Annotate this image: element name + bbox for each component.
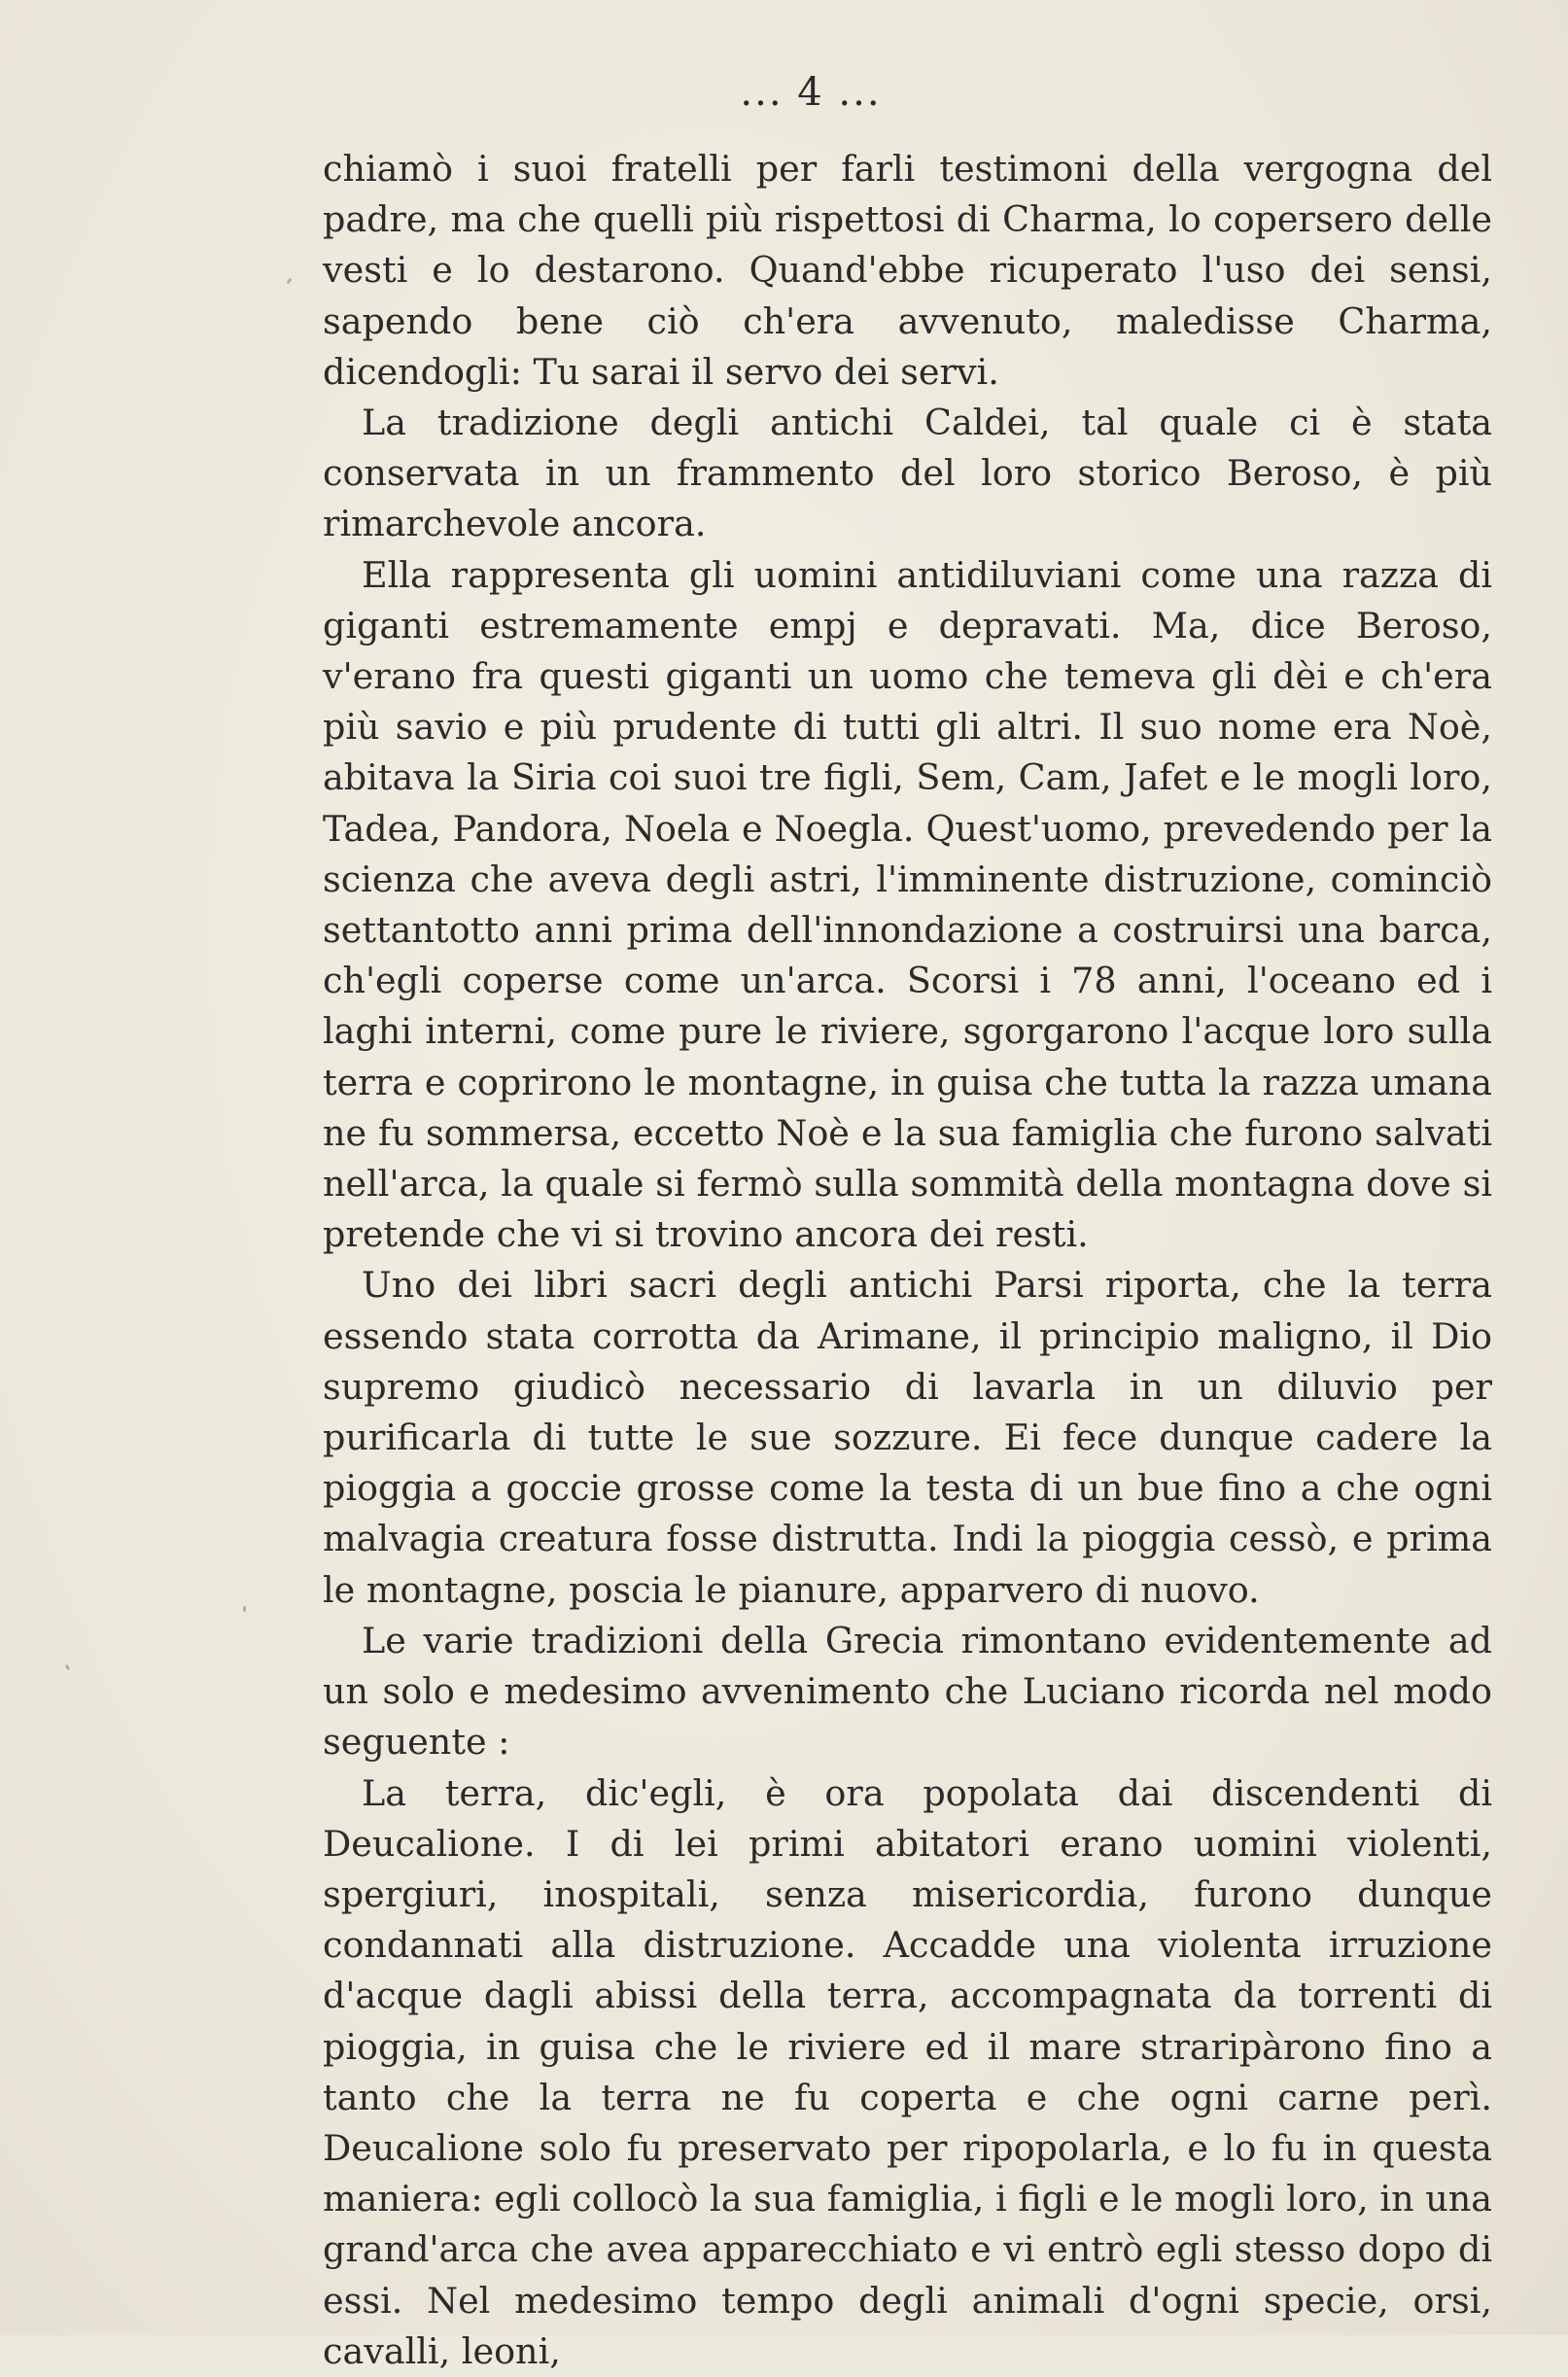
paragraph-6: La terra, dic'egli, è ora popolata dai discendenti di Deucalione. I di lei primi abitatori erano uomini violenti, spergiuri, inospitali, senza misericordia, furono dunque condannati alla distruzione. Accadde una violenta irruzione d'acque dagli abissi della terra, accompagnata da torrenti di pioggia, in guisa che le riviere ed il mare straripàrono fino a tanto che la terra ne fu coperta e che ogni carne perì. Deucalione solo fu preservato per ripopolarla, e lo fu in questa maniera: egli collocò la sua famiglia, i figli e le mogli loro, in una grand'arca che avea apparecchiato e vi entrò egli stesso dopo di essi. Nel medesimo tempo degli animali d'ogni specie, orsi, cavalli, leoni, (323, 1771, 1492, 2372)
paragraph-1: chiamò i suoi fratelli per farli testimoni della vergogna del padre, ma che quelli più rispettosi di Charma, lo copersero delle vesti e lo destarono. Quand'ebbe ricuperato l'uso dei sensi, sapendo bene ciò ch'era avvenuto, maledisse Charma, dicendogli: Tu sarai il servo dei servi. (323, 148, 1492, 393)
paragraph-2: La tradizione degli antichi Caldei, tal quale ci è stata conservata in un frammento del loro storico Beroso, è più rimarchevole ancora. (323, 402, 1492, 545)
paragraph-3: Ella rappresenta gli uomini antidiluviani come una razza di giganti estremamente empj e depravati. Ma, dice Beroso, v'erano fra questi giganti un uomo che temeva gli dèi e ch'era più savio e più prudente di tutti gli altri. Il suo nome era Noè, abitava la Siria coi suoi tre figli, Sem, Cam, Jafet e le mogli loro, Tadea, Pandora, Noela e Noegla. Quest'uomo, prevedendo per la scienza che aveva degli astri, l'imminente distruzione, cominciò settantotto anni prima dell'innondazione a costruirsi una barca, ch'egli coperse come un'arca. Scorsi i 78 anni, l'oceano ed i laghi interni, come pure le riviere, sgorgarono l'acque loro sulla terra e coprirono le montagne, in guisa che tutta la razza umana ne fu sommersa, eccetto Noè e la sua famiglia che furono salvati nell'arca, la quale si fermò sulla sommità della montagna dove si pretende che vi si trovino ancora dei resti. (323, 553, 1492, 1256)
paper-speck (65, 1664, 71, 1671)
paper-speck (243, 1606, 246, 1612)
body-text (323, 144, 1492, 2377)
paper-speck (287, 278, 293, 285)
page-number: ... 4 ... (740, 70, 882, 115)
paragraph-4: Uno dei libri sacri degli antichi Parsi riporta, che la terra essendo stata corrotta da Arimane, il principio maligno, il Dio supremo giudicò necessario di lavarla in un diluvio per purificarla di tutte le sue sozzure. Ei fece dunque cadere la pioggia a goccie grosse come la testa di un bue fino a che ogni malvagia creatura fosse distrutta. Indi la pioggia cessò, e prima le montagne, poscia le pianure, apparvero di nuovo. (323, 1264, 1492, 1611)
paragraph-5: Le varie tradizioni della Grecia rimontano evidentemente ad un solo e medesimo avvenimento che Luciano ricorda nel modo seguente : (323, 1619, 1492, 1764)
